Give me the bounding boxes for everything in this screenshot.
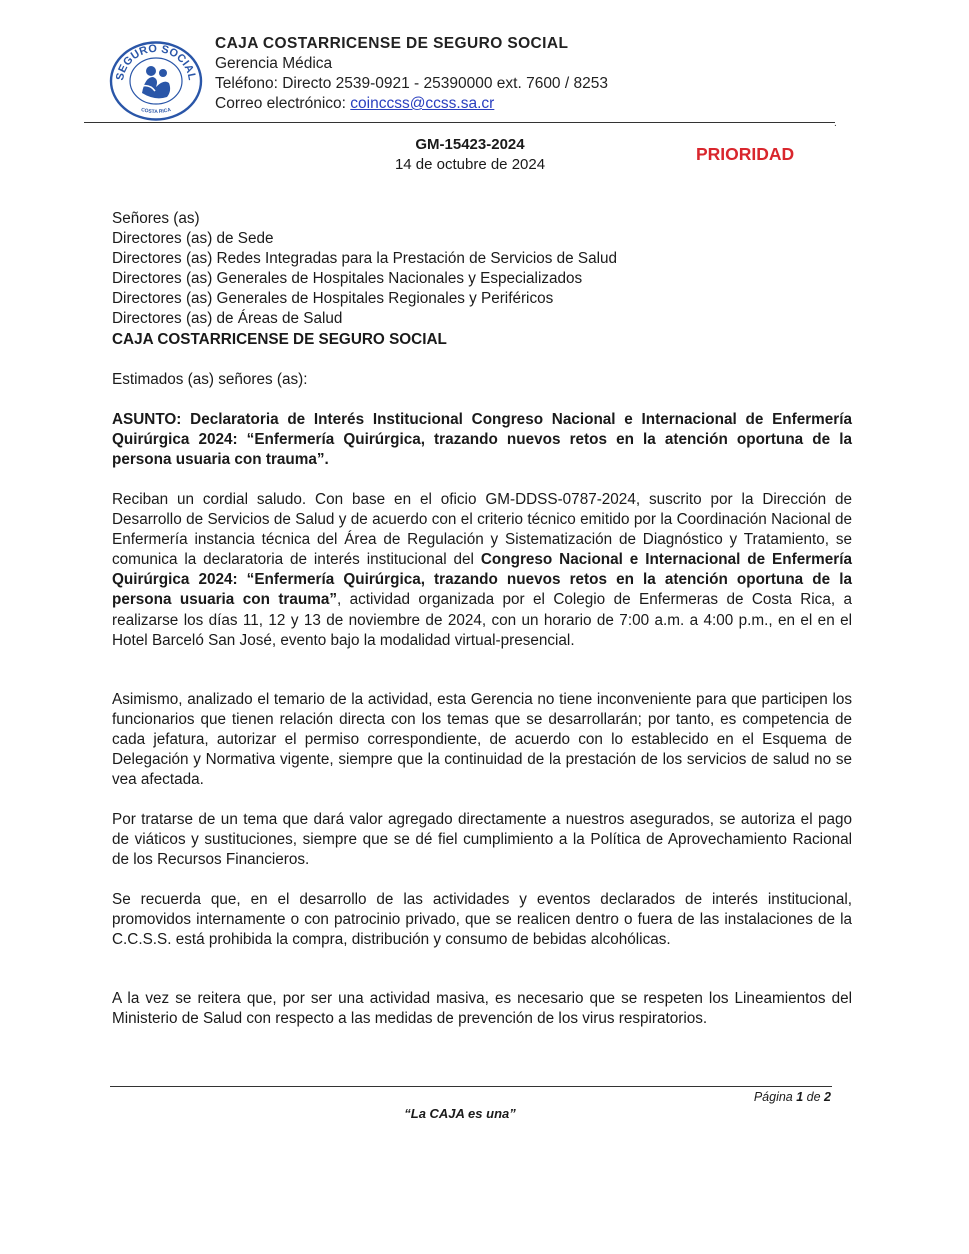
- page-current: 1: [796, 1090, 804, 1104]
- priority-stamp: PRIORIDAD: [696, 144, 795, 164]
- paragraph-3: Por tratarse de un tema que dará valor agregado directamente a nuestros asegurados, se autoriza el pago de viáticos y sustituciones, siempre que se dé fiel cumplimiento a la Política de Aprovechamiento Racional de los Recursos Financieros.: [112, 811, 852, 869]
- recipient-line: Directores (as) Generales de Hospitales Nacionales y Especializados: [112, 270, 583, 288]
- recipient-org: CAJA COSTARRICENSE DE SEGURO SOCIAL: [112, 330, 447, 348]
- paragraph-5: A la vez se reitera que, por ser una actividad masiva, es necesario que se respeten los Lineamientos del Ministerio de Salud con respecto a las medidas de prevención de los virus respiratorios.: [112, 990, 852, 1028]
- document-number: GM-15423-2024: [415, 136, 525, 153]
- seal-figures: [139, 66, 170, 98]
- header-divider: [84, 122, 835, 123]
- footer-divider: [110, 1086, 832, 1087]
- event-title: Congreso Nacional e Internacional de Enfermería Quirúrgica 2024: “Enfermería Quirúrgica, trazando nuevos retos en la atención oportuna de la persona usuaria con trauma”: [112, 551, 852, 609]
- paragraph-1-intro: Reciban un cordial saludo. Con base en el oficio GM-DDSS-0787-2024, suscrito por la Dirección de Desarrollo de Servicios de Salud y de acuerdo con el criterio técnico emitido por la Coordinación Nacional de Enfermería instancia técnica del Área de Regulación y Sistematización de Diagnóstico y Tratamiento, se comunica la declaratoria de interés institucional del: [112, 491, 852, 569]
- email-line: [215, 94, 494, 114]
- paragraph-1-details: , actividad organizada por el Colegio de Enfermeras de Costa Rica, a realizarse los días 11, 12 y 13 de noviembre de 2024, con un horario de 7:00 a.m. a 4:00 p.m., en el en el Hotel Barceló San José, evento bajo la modalidad virtual-presencial.: [112, 591, 852, 649]
- page-total: 2: [824, 1090, 831, 1104]
- department: Gerencia Médica: [215, 55, 333, 72]
- org-name: CAJA COSTARRICENSE DE SEGURO SOCIAL: [215, 35, 569, 52]
- paragraph-1: [112, 490, 852, 651]
- page-number: [600, 1089, 831, 1105]
- paragraph-4: Se recuerda que, en el desarrollo de las actividades y eventos declarados de interés institucional, promovidos internamente o con patrocinio privado, que se realicen dentro o fuera de las instalaciones de la C.C.S.S. está prohibida la compra, distribución y consumo de bebidas alcohólicas.: [112, 891, 852, 949]
- salutation: Estimados (as) señores (as):: [112, 371, 308, 388]
- seal-ring-text-top: SEGURO SOCIAL: [114, 42, 198, 82]
- recipients-block: [112, 209, 852, 350]
- ccss-seguro-social-seal-icon: [109, 41, 203, 121]
- document-date: 14 de octubre de 2024: [394, 156, 546, 173]
- email-link[interactable]: coinccss@ccss.sa.cr: [350, 95, 495, 112]
- recipient-line: Directores (as) de Áreas de Salud: [112, 310, 343, 328]
- recipient-line: Directores (as) Redes Integradas para la Prestación de Servicios de Salud: [112, 250, 618, 268]
- header-divider-mark: .: [834, 118, 837, 129]
- footer-motto: “La CAJA es una”: [404, 1106, 516, 1121]
- phone-line: Teléfono: Directo 2539-0921 - 25390000 ext. 7600 / 8253: [215, 75, 608, 92]
- email-label: Correo electrónico:: [215, 95, 351, 112]
- subject: ASUNTO: Declaratoria de Interés Institucional Congreso Nacional e Internacional de Enfermería Quirúrgica 2024: “Enfermería Quirúrgica, trazando nuevos retos en la atención oportuna de la persona usuaria con trauma”.: [112, 411, 852, 469]
- recipient-line: Directores (as) Generales de Hospitales Regionales y Periféricos: [112, 290, 554, 308]
- page-of: de: [803, 1090, 825, 1104]
- recipient-line: Señores (as): [112, 210, 200, 227]
- paragraph-2: Asimismo, analizado el temario de la actividad, esta Gerencia no tiene inconveniente para que participen los funcionarios que tienen relación directa con los temas que se desarrollarán; por tanto, es competencia de cada jefatura, autorizar el permiso correspondiente, de acuerdo con lo establecido en el Esquema de Delegación y Normativa vigente, siempre que la continuidad de la prestación de los servicios de salud no se vea afectada.: [112, 691, 852, 789]
- recipient-line: Directores (as) de Sede: [112, 230, 274, 248]
- page-label: Página: [753, 1090, 797, 1104]
- seal-ring-text-bottom: COSTA RICA: [140, 106, 172, 116]
